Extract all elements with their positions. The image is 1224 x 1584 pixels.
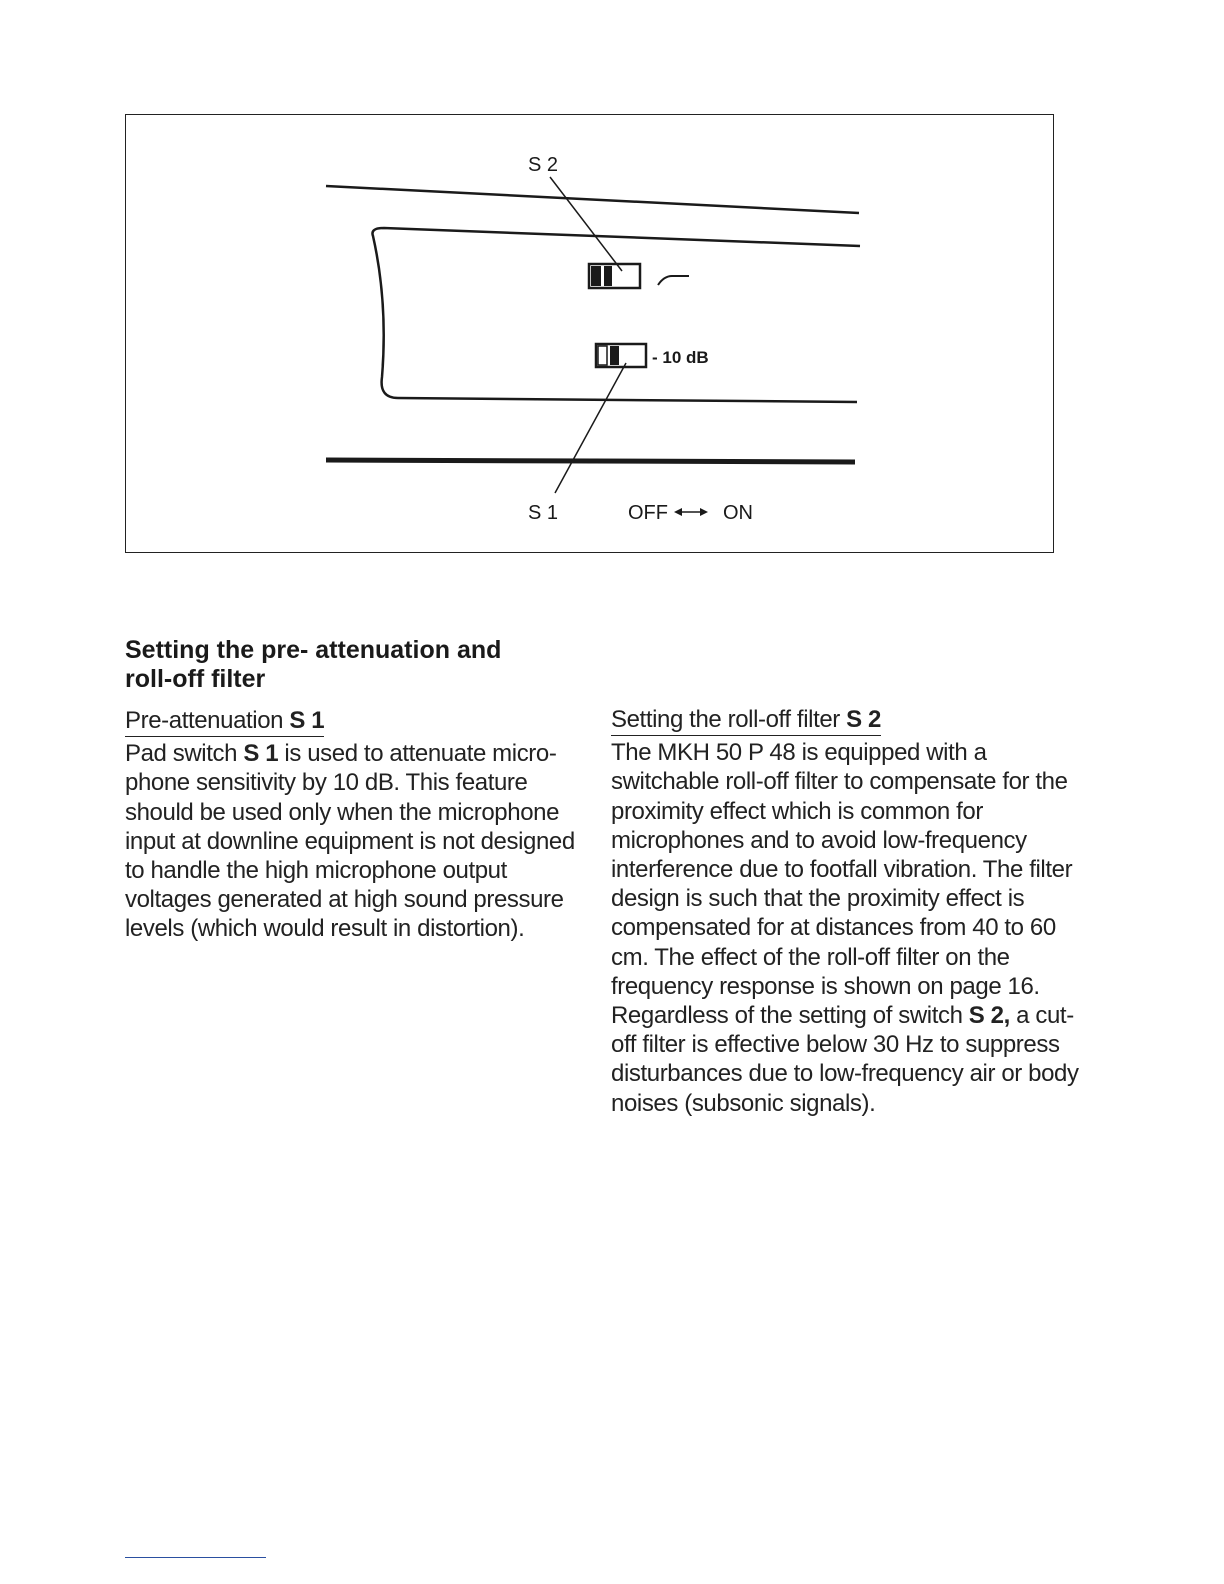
switch-diagram <box>125 114 1054 553</box>
section-heading-line-2: roll-off filter <box>125 665 266 693</box>
roll-off-column <box>611 705 1081 1118</box>
roll-off-subheading <box>611 705 881 736</box>
mic-body-top-edge <box>326 186 859 213</box>
section-heading <box>125 636 595 694</box>
pre-attenuation-subheading-text: Pre-attenuation <box>125 707 290 734</box>
off-label: OFF <box>628 502 668 524</box>
double-arrow-icon <box>674 508 708 516</box>
on-label: ON <box>723 502 753 524</box>
roll-off-paragraph-intro: The MKH 50 P 48 is equipped with a switchable roll-off filter to compensate for the proximity effect which is common for microphones and to avoid low-frequency interference due to footfall vibration. The filter design is such that the proximity effect is compensated for at distances from 40 to 60 cm. The effect of the roll-off filter on the frequency response is shown on page 16. Regardless of the setting of switch <box>611 739 1073 1030</box>
footnote-divider <box>125 1557 266 1558</box>
pre-attenuation-paragraph <box>125 739 580 943</box>
roll-off-paragraph-switch: S 2, <box>968 1002 1010 1030</box>
pre-attenuation-paragraph-switch: S 1 <box>243 740 279 768</box>
roll-off-subheading-switch: S 2 <box>846 706 881 733</box>
rolloff-curve-icon <box>658 276 689 285</box>
mic-body-bottom-edge <box>326 460 855 462</box>
switch-diagram-drawing <box>126 115 1055 554</box>
roll-off-paragraph-rest: a cut-off filter is effective below 30 Hz to suppress disturbances due to low-frequency air or body noises (subsonic signals). <box>611 1002 1079 1117</box>
s1-switch-icon <box>596 344 646 367</box>
roll-off-paragraph <box>611 738 1081 1118</box>
s2-label: S 2 <box>528 154 559 176</box>
pad-label: - 10 dB <box>652 348 709 367</box>
pre-attenuation-subheading <box>125 706 324 737</box>
pre-attenuation-column <box>125 706 580 944</box>
pre-attenuation-paragraph-rest: is used to attenuate microphone sensitivity by 10 dB. This feature should be used only when the microphone input at downline equipment is not designed to handle the high microphone output voltages generated at high sound pressure levels (which would result in distortion). <box>125 740 575 943</box>
s1-leader-line <box>555 363 626 493</box>
s1-label: S 1 <box>528 502 559 524</box>
s2-switch-icon <box>589 264 640 288</box>
section-heading-line-1: Setting the pre- attenuation and <box>125 636 502 664</box>
roll-off-subheading-text: Setting the roll-off filter <box>611 706 847 733</box>
pre-attenuation-paragraph-intro: Pad switch <box>125 740 244 768</box>
s2-leader-line <box>550 177 622 271</box>
mic-body-recess-outline <box>372 228 860 402</box>
pre-attenuation-subheading-switch: S 1 <box>289 707 325 734</box>
